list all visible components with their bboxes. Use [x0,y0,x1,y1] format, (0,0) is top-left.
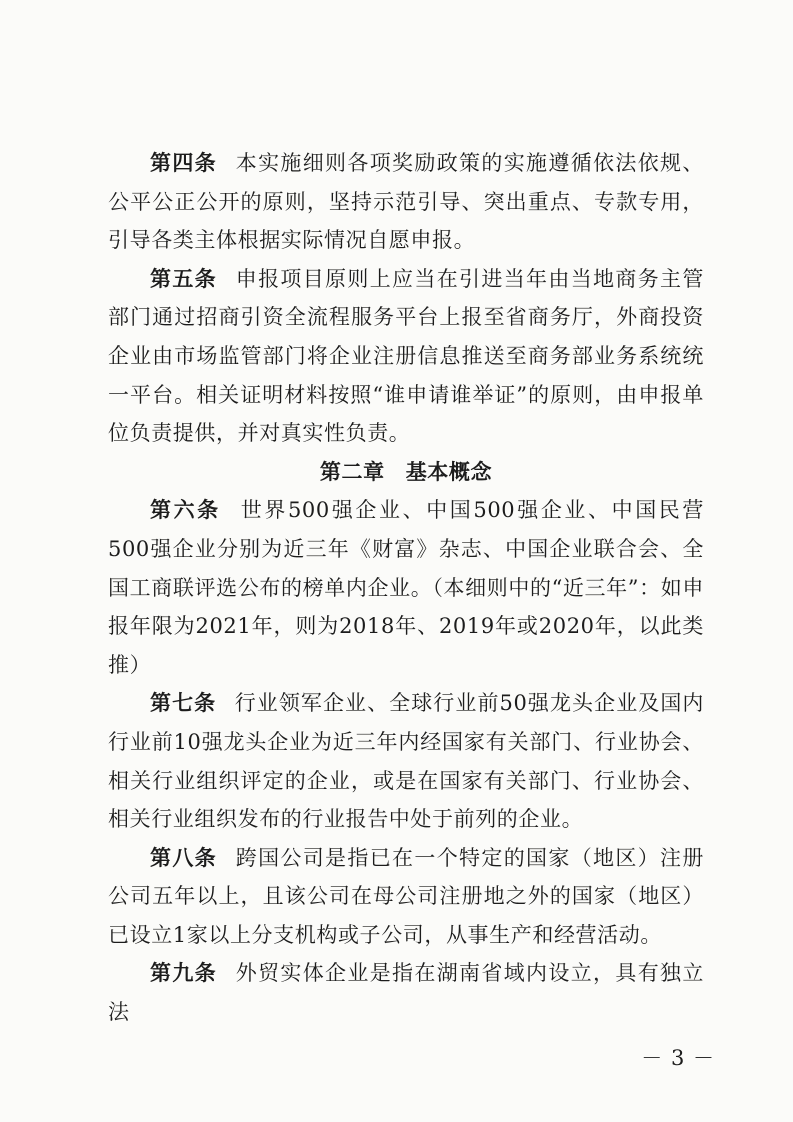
chapter-number: 第二章 [319,458,385,484]
article-4-text: 本实施细则各项奖励政策的实施遵循依法依规、公平公正公开的原则，坚持示范引导、突出重点、专款专用，引导各类主体根据实际情况自愿申报。 [108,151,704,253]
page-number: － 3 － [641,1046,715,1070]
article-9-text: 外贸实体企业是指在湖南省域内设立，具有独立法 [108,961,704,1025]
article-5-title: 第五条 [150,265,217,291]
article-5-text: 申报项目原则上应当在引进当年由当地商务主管部门通过招商引资全流程服务平台上报至省商务厅，外商投资企业由市场监管部门将企业注册信息推送至商务部业务系统统一平台。相关证明材料按照“谁申请谁举证”的原则，由申报单位负责提供，并对真实性负责。 [108,266,704,446]
document-body [108,144,704,1032]
article-9 [108,954,704,1031]
article-5 [108,260,704,453]
chapter-title: 基本概念 [405,458,493,484]
article-4 [108,144,704,260]
article-9-title: 第九条 [150,960,217,986]
article-8-text: 跨国公司是指已在一个特定的国家（地区）注册公司五年以上，且该公司在母公司注册地之外的国家（地区）已设立1家以上分支机构或子公司，从事生产和经营活动。 [108,845,704,947]
article-8 [108,839,704,955]
article-7 [108,684,704,838]
article-6-text: 世界500强企业、中国500强企业、中国民营500强企业分别为近三年《财富》杂志、中国企业联合会、全国工商联评选公布的榜单内企业。（本细则中的“近三年”：如申报年限为2021年，则为2018年、2019年或2020年，以此类推） [108,498,704,677]
article-8-title: 第八条 [150,844,217,870]
article-6 [108,491,704,684]
article-6-title: 第六条 [150,497,221,523]
article-4-title: 第四条 [150,150,217,175]
chapter-heading [108,453,704,492]
article-7-title: 第七条 [150,690,217,716]
article-7-text: 行业领军企业、全球行业前50强龙头企业及国内行业前10强龙头企业为近三年内经国家有关部门、行业协会、相关行业组织评定的企业，或是在国家有关部门、行业协会、相关行业组织发布的行业报告中处于前列的企业。 [108,691,704,832]
